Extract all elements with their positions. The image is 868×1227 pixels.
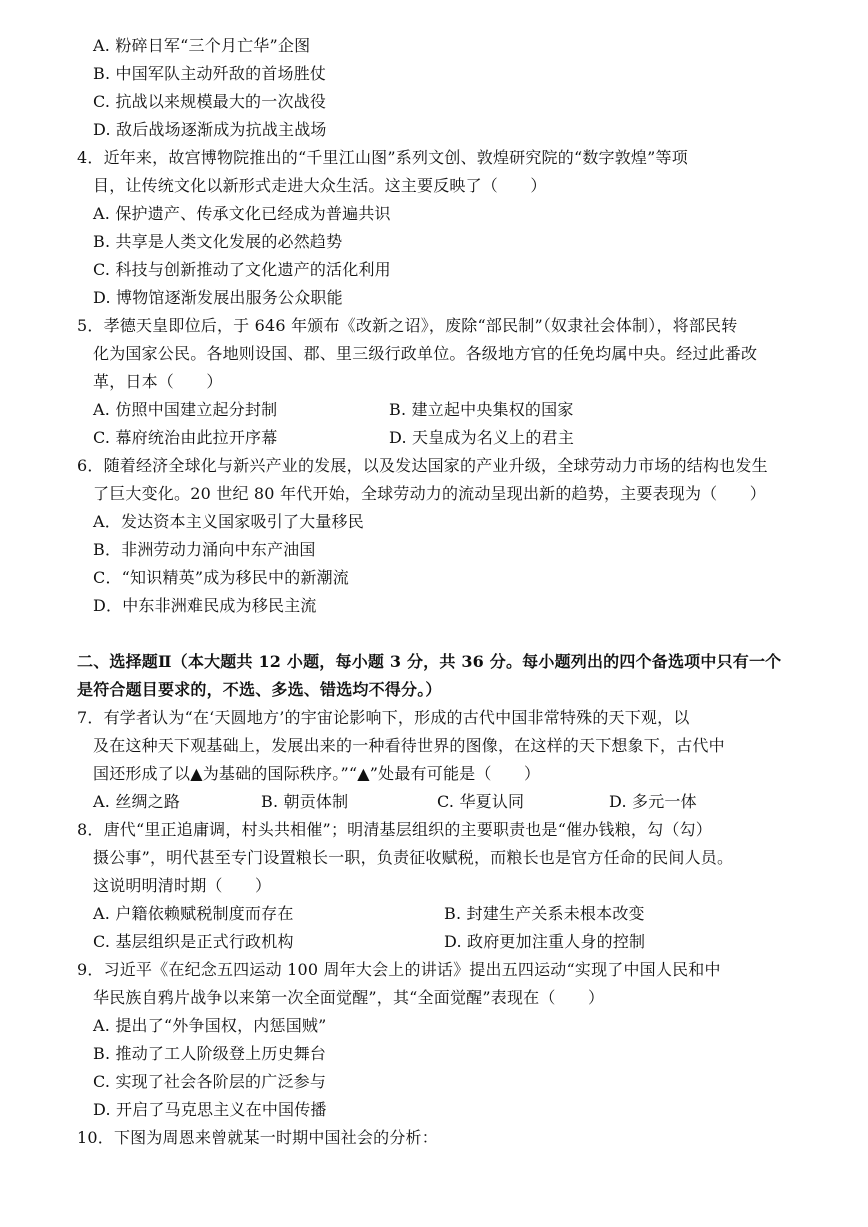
q4-option-d: D. 博物馆逐渐发展出服务公众职能 [93, 288, 343, 307]
q7-option-d: D. 多元一体 [609, 792, 697, 811]
q5-stem-line-1: 5．孝德天皇即位后，于 646 年颁布《改新之诏》，废除“部民制”（奴隶社会体制），将部民转 [77, 316, 738, 335]
q8-stem-line-1: 8．唐代“里正追庸调，村头共相催”；明清基层组织的主要职责也是“催办钱粮，勾（勾） [77, 820, 712, 839]
q5-stem-line-2: 化为国家公民。各地则设国、郡、里三级行政单位。各级地方官的任免均属中央。经过此番改 [93, 344, 758, 363]
q6-option-d: D．中东非洲难民成为移民主流 [93, 596, 317, 615]
q8-option-a: A. 户籍依赖赋税制度而存在 [93, 904, 294, 923]
q8-option-b: B. 封建生产关系未根本改变 [444, 904, 645, 923]
q6-option-b: B．非洲劳动力涌向中东产油国 [93, 540, 316, 559]
q4-stem-line-2: 目，让传统文化以新形式走进大众生活。这主要反映了（ ） [93, 176, 547, 195]
q6-option-a: A．发达资本主义国家吸引了大量移民 [93, 512, 364, 531]
q8-stem-line-2: 摄公事”，明代甚至专门设置粮长一职，负责征收赋税，而粮长也是官方任命的民间人员。 [93, 848, 734, 867]
q7-option-c: C. 华夏认同 [437, 792, 525, 811]
q7-stem-line-2: 及在这种天下观基础上，发展出来的一种看待世界的图像，在这样的天下想象下，古代中 [93, 736, 725, 755]
q5-stem-line-3: 革，日本（ ） [93, 372, 223, 391]
q9-option-b: B. 推动了工人阶级登上历史舞台 [93, 1044, 327, 1063]
q4-option-a: A. 保护遗产、传承文化已经成为普遍共识 [93, 204, 391, 223]
q5-option-c: C. 幕府统治由此拉开序幕 [93, 428, 278, 447]
q6-option-c: C．“知识精英”成为移民中的新潮流 [93, 568, 350, 587]
q5-option-b: B. 建立起中央集权的国家 [389, 400, 574, 419]
q7-stem-line-1: 7．有学者认为“在‘天圆地方’的宇宙论影响下，形成的古代中国非常特殊的天下观，以 [77, 708, 690, 727]
q9-option-c: C. 实现了社会各阶层的广泛参与 [93, 1072, 327, 1091]
q8-option-d: D. 政府更加注重人身的控制 [444, 932, 646, 951]
q4-option-b: B. 共享是人类文化发展的必然趋势 [93, 232, 343, 251]
q5-option-d: D. 天皇成为名义上的君主 [389, 428, 575, 447]
q3-option-a: A. 粉碎日军“三个月亡华”企图 [93, 36, 311, 55]
q3-option-d: D. 敌后战场逐渐成为抗战主战场 [93, 120, 327, 139]
q4-option-c: C. 科技与创新推动了文化遗产的活化利用 [93, 260, 391, 279]
q8-option-c: C. 基层组织是正式行政机构 [93, 932, 294, 951]
section-2-heading-line-1: 二、选择题Ⅱ（本大题共 12 小题，每小题 3 分，共 36 分。每小题列出的四个备选项中只有一个 [77, 652, 782, 671]
q10-stem-line-1: 10．下图为周恩来曾就某一时期中国社会的分析： [77, 1128, 438, 1147]
q9-option-d: D. 开启了马克思主义在中国传播 [93, 1100, 327, 1119]
q3-option-b: B. 中国军队主动歼敌的首场胜仗 [93, 64, 327, 83]
q9-stem-line-2: 华民族自鸦片战争以来第一次全面觉醒”，其“全面觉醒”表现在（ ） [93, 988, 605, 1007]
q8-stem-line-3: 这说明明清时期（ ） [93, 876, 272, 895]
q7-stem-line-3: 国还形成了以▲为基础的国际秩序。”“▲”处最有可能是（ ） [93, 764, 541, 783]
q9-option-a: A. 提出了“外争国权，内惩国贼” [93, 1016, 327, 1035]
q6-stem-line-2: 了巨大变化。20 世纪 80 年代开始，全球劳动力的流动呈现出新的趋势，主要表现为（ ） [93, 484, 766, 503]
q7-option-a: A. 丝绸之路 [93, 792, 181, 811]
q5-option-a: A. 仿照中国建立起分封制 [93, 400, 278, 419]
q4-stem-line-1: 4．近年来，故宫博物院推出的“千里江山图”系列文创、敦煌研究院的“数字敦煌”等项 [77, 148, 688, 167]
q3-option-c: C. 抗战以来规模最大的一次战役 [93, 92, 327, 111]
q9-stem-line-1: 9．习近平《在纪念五四运动 100 周年大会上的讲话》提出五四运动“实现了中国人民和中 [77, 960, 721, 979]
section-2-heading-line-2: 是符合题目要求的，不选、多选、错选均不得分。） [77, 680, 442, 699]
q7-option-b: B. 朝贡体制 [261, 792, 349, 811]
q6-stem-line-1: 6．随着经济全球化与新兴产业的发展，以及发达国家的产业升级，全球劳动力市场的结构也发生 [77, 456, 768, 475]
